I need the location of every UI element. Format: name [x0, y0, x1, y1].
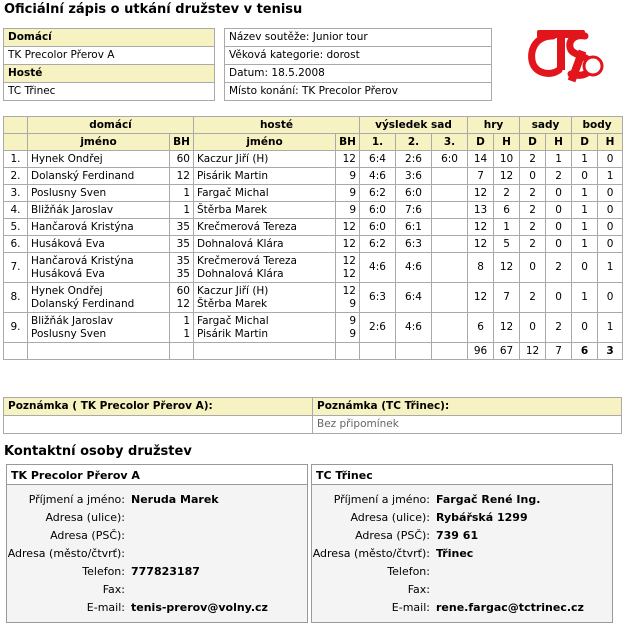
home-pair-line: Husáková Eva [31, 267, 105, 280]
games-d: 12 [468, 219, 494, 236]
points-h: 1 [598, 313, 623, 343]
games-d: 7 [468, 168, 494, 185]
subheader-games-d: D [468, 134, 494, 151]
games-d: 13 [468, 202, 494, 219]
set2-score: 6:4 [396, 283, 432, 313]
notes-table [3, 397, 622, 434]
home-pair-bh-line: 35 [176, 267, 190, 280]
guest-player-bh: 12 [336, 151, 360, 168]
home-pair [28, 313, 170, 343]
guest-pair-line: Krečmerová Tereza [197, 254, 297, 267]
header-guest: hosté [194, 117, 360, 134]
points-h: 0 [598, 219, 623, 236]
home-pair-bh-line: 1 [183, 314, 190, 327]
row-number: 8. [4, 283, 28, 313]
table-row [4, 236, 623, 253]
contact-label-city: Adresa (město/čtvrť): [7, 547, 125, 560]
home-player-bh: 1 [170, 185, 194, 202]
guest-player: Štěrba Marek [194, 202, 336, 219]
home-player: Poslusny Sven [28, 185, 170, 202]
points-d: 1 [572, 219, 598, 236]
home-pair-line: Bližňák Jaroslav [31, 314, 114, 327]
home-pair-bh [170, 253, 194, 283]
contact-label-name: Příjmení a jméno: [333, 493, 430, 506]
set3-score [432, 219, 468, 236]
home-player: Hančarová Kristýna [28, 219, 170, 236]
home-player: Husáková Eva [28, 236, 170, 253]
set3-score [432, 202, 468, 219]
guest-player-bh: 9 [336, 185, 360, 202]
points-h: 0 [598, 236, 623, 253]
total-sets-h: 7 [546, 343, 572, 360]
page-title: Oficiální zápis o utkání družstev v tenisu [4, 2, 303, 17]
guest-contact-box [311, 464, 613, 623]
home-label: Domácí [4, 29, 215, 47]
guest-player-bh: 12 [336, 219, 360, 236]
home-pair-line: Poslusny Sven [31, 327, 107, 340]
guest-player: Pisárik Martin [194, 168, 336, 185]
games-d: 6 [468, 313, 494, 343]
guest-contact-zip: 739 61 [436, 529, 479, 542]
guest-player-bh: 9 [336, 168, 360, 185]
guest-pair-bh [336, 313, 360, 343]
header-sets: sady [520, 117, 572, 134]
points-d: 0 [572, 313, 598, 343]
set2-score: 3:6 [396, 168, 432, 185]
games-d: 12 [468, 283, 494, 313]
guest-player: Dohnalová Klára [194, 236, 336, 253]
home-player-bh: 1 [170, 202, 194, 219]
points-h: 1 [598, 253, 623, 283]
row-number: 7. [4, 253, 28, 283]
subheader-guest-bh: BH [336, 134, 360, 151]
points-d: 1 [572, 236, 598, 253]
age-category: Věková kategorie: dorost [225, 47, 492, 65]
teams-box [3, 28, 215, 101]
points-d: 0 [572, 253, 598, 283]
sets-d: 2 [520, 219, 546, 236]
games-h: 12 [494, 168, 520, 185]
sets-h: 2 [546, 313, 572, 343]
total-points-d: 6 [572, 343, 598, 360]
set3-score [432, 185, 468, 202]
match-info-box [224, 28, 492, 101]
sets-d: 2 [520, 151, 546, 168]
set2-score: 6:0 [396, 185, 432, 202]
subheader-points-h: H [598, 134, 623, 151]
table-row [4, 168, 623, 185]
subheader-sets-d: D [520, 134, 546, 151]
guest-pair-bh-line: 9 [349, 297, 356, 310]
row-number: 2. [4, 168, 28, 185]
sets-h: 0 [546, 202, 572, 219]
sets-h: 0 [546, 185, 572, 202]
guest-contact-city: Třinec [436, 547, 474, 560]
guest-pair-bh-line: 9 [349, 327, 356, 340]
home-player: Hynek Ondřej [28, 151, 170, 168]
guest-player-bh: 9 [336, 202, 360, 219]
subheader-points-d: D [572, 134, 598, 151]
set1-score: 2:6 [360, 313, 396, 343]
home-player-bh: 35 [170, 236, 194, 253]
total-games-h: 67 [494, 343, 520, 360]
guest-player: Krečmerová Tereza [194, 219, 336, 236]
set2-score: 6:1 [396, 219, 432, 236]
contact-label-phone: Telefon: [387, 565, 430, 578]
total-games-d: 96 [468, 343, 494, 360]
home-pair-bh-line: 60 [176, 284, 190, 297]
home-player-bh: 35 [170, 219, 194, 236]
guest-pair-bh [336, 253, 360, 283]
home-contact-phone: 777823187 [131, 565, 200, 578]
contact-label-fax: Fax: [102, 583, 125, 596]
table-row [4, 185, 623, 202]
contacts-title: Kontaktní osoby družstev [4, 444, 192, 459]
match-date: Datum: 18.5.2008 [225, 65, 492, 83]
guest-contact-street: Rybářská 1299 [436, 511, 528, 524]
row-number: 1. [4, 151, 28, 168]
table-row [4, 219, 623, 236]
total-points-h: 3 [598, 343, 623, 360]
header-blank [4, 117, 28, 134]
sets-h: 1 [546, 151, 572, 168]
header-games: hry [468, 117, 520, 134]
home-player: Bližňák Jaroslav [28, 202, 170, 219]
contact-label-street: Adresa (ulice): [45, 511, 125, 524]
games-h: 1 [494, 219, 520, 236]
contact-label-zip: Adresa (PSČ): [50, 529, 125, 542]
games-h: 12 [494, 313, 520, 343]
set1-score: 6:2 [360, 236, 396, 253]
table-row [4, 151, 623, 168]
guest-pair-line: Fargač Michal [197, 314, 269, 327]
row-number: 3. [4, 185, 28, 202]
guest-pair [194, 253, 336, 283]
total-sets-d: 12 [520, 343, 546, 360]
home-contact-name: Neruda Marek [131, 493, 219, 506]
home-contact-team: TK Precolor Přerov A [7, 465, 307, 485]
sets-d: 0 [520, 168, 546, 185]
sets-h: 2 [546, 253, 572, 283]
home-contact-email[interactable]: tenis-prerov@volny.cz [131, 601, 268, 614]
points-h: 0 [598, 185, 623, 202]
home-pair-line: Hančarová Kristýna [31, 254, 134, 267]
contact-label-city: Adresa (město/čtvrť): [312, 547, 430, 560]
guest-pair-bh-line: 12 [342, 254, 356, 267]
totals-row [4, 343, 623, 360]
row-number: 9. [4, 313, 28, 343]
home-team-name: TK Precolor Přerov A [4, 47, 215, 65]
contact-label-name: Příjmení a jméno: [28, 493, 125, 506]
contact-label-fax: Fax: [407, 583, 430, 596]
set3-score [432, 168, 468, 185]
guest-note-text: Bez připomínek [313, 416, 622, 434]
home-player-bh: 60 [170, 151, 194, 168]
guest-player: Fargač Michal [194, 185, 336, 202]
set1-score: 4:6 [360, 253, 396, 283]
points-h: 0 [598, 202, 623, 219]
subheader-set1: 1. [360, 134, 396, 151]
sets-h: 0 [546, 283, 572, 313]
set2-score: 2:6 [396, 151, 432, 168]
subheader-sets-h: H [546, 134, 572, 151]
sets-h: 0 [546, 219, 572, 236]
games-h: 12 [494, 253, 520, 283]
set3-score: 6:0 [432, 151, 468, 168]
home-pair-line: Dolanský Ferdinand [31, 297, 135, 310]
set2-score: 6:3 [396, 236, 432, 253]
competition-name: Název soutěže: Junior tour [225, 29, 492, 47]
home-pair-line: Hynek Ondřej [31, 284, 103, 297]
guest-team-name: TC Třinec [4, 83, 215, 101]
games-d: 12 [468, 236, 494, 253]
sets-h: 2 [546, 168, 572, 185]
set1-score: 6:3 [360, 283, 396, 313]
guest-pair-bh [336, 283, 360, 313]
points-d: 1 [572, 185, 598, 202]
home-pair-bh-line: 35 [176, 254, 190, 267]
header-home: domácí [28, 117, 194, 134]
table-row-doubles [4, 253, 623, 283]
games-d: 14 [468, 151, 494, 168]
points-h: 0 [598, 283, 623, 313]
sets-d: 0 [520, 253, 546, 283]
sets-h: 0 [546, 236, 572, 253]
home-pair [28, 253, 170, 283]
points-d: 1 [572, 283, 598, 313]
points-d: 1 [572, 151, 598, 168]
sets-d: 2 [520, 283, 546, 313]
contact-label-zip: Adresa (PSČ): [355, 529, 430, 542]
home-note-text [4, 416, 313, 434]
set3-score [432, 236, 468, 253]
sets-d: 2 [520, 236, 546, 253]
contact-label-email: E-mail: [391, 601, 430, 614]
home-pair-bh-line: 12 [176, 297, 190, 310]
contact-label-street: Adresa (ulice): [350, 511, 430, 524]
sets-d: 2 [520, 185, 546, 202]
match-results-table [3, 116, 623, 360]
points-h: 1 [598, 168, 623, 185]
guest-pair-line: Dohnalová Klára [197, 267, 284, 280]
guest-pair-line: Pisárik Martin [197, 327, 269, 340]
subheader-set3: 3. [432, 134, 468, 151]
set1-score: 4:6 [360, 168, 396, 185]
games-h: 2 [494, 185, 520, 202]
row-number: 5. [4, 219, 28, 236]
games-h: 7 [494, 283, 520, 313]
guest-pair-bh-line: 12 [342, 267, 356, 280]
guest-pair-line: Štěrba Marek [197, 297, 268, 310]
guest-label: Hosté [4, 65, 215, 83]
home-player-bh: 12 [170, 168, 194, 185]
tk-precolor-logo-icon [523, 26, 609, 84]
home-pair-bh-line: 1 [183, 327, 190, 340]
row-number: 6. [4, 236, 28, 253]
games-h: 10 [494, 151, 520, 168]
row-number: 4. [4, 202, 28, 219]
contact-label-email: E-mail: [86, 601, 125, 614]
home-pair [28, 283, 170, 313]
header-result: výsledek sad [360, 117, 468, 134]
guest-pair [194, 283, 336, 313]
guest-contact-team: TC Třinec [312, 465, 612, 485]
home-contact-box [6, 464, 308, 623]
guest-note-label: Poznámka (TC Třinec): [313, 398, 622, 416]
games-d: 12 [468, 185, 494, 202]
points-d: 0 [572, 168, 598, 185]
guest-pair-bh-line: 12 [342, 284, 356, 297]
subheader-games-h: H [494, 134, 520, 151]
games-d: 8 [468, 253, 494, 283]
guest-contact-name: Fargač René Ing. [436, 493, 541, 506]
set3-score [432, 283, 468, 313]
subheader-home-name: jméno [28, 134, 170, 151]
table-row-doubles [4, 313, 623, 343]
subheader-set2: 2. [396, 134, 432, 151]
guest-player-bh: 12 [336, 236, 360, 253]
games-h: 5 [494, 236, 520, 253]
guest-pair-line: Kaczur Jiří (H) [197, 284, 269, 297]
points-d: 1 [572, 202, 598, 219]
sets-d: 0 [520, 313, 546, 343]
header-points: body [572, 117, 623, 134]
set2-score: 7:6 [396, 202, 432, 219]
guest-player: Kaczur Jiří (H) [194, 151, 336, 168]
guest-pair [194, 313, 336, 343]
contact-label-phone: Telefon: [82, 565, 125, 578]
set1-score: 6:2 [360, 185, 396, 202]
subheader-home-bh: BH [170, 134, 194, 151]
home-pair-bh [170, 283, 194, 313]
points-h: 0 [598, 151, 623, 168]
guest-contact-email[interactable]: rene.fargac@tctrinec.cz [436, 601, 584, 614]
home-pair-bh [170, 313, 194, 343]
set2-score: 4:6 [396, 253, 432, 283]
subheader-blank [4, 134, 28, 151]
table-row-doubles [4, 283, 623, 313]
home-note-label: Poznámka ( TK Precolor Přerov A): [4, 398, 313, 416]
set2-score: 4:6 [396, 313, 432, 343]
games-h: 6 [494, 202, 520, 219]
set1-score: 6:0 [360, 219, 396, 236]
subheader-guest-name: jméno [194, 134, 336, 151]
home-player: Dolanský Ferdinand [28, 168, 170, 185]
set3-score [432, 313, 468, 343]
match-venue: Místo konání: TK Precolor Přerov [225, 83, 492, 101]
set1-score: 6:4 [360, 151, 396, 168]
set1-score: 6:0 [360, 202, 396, 219]
sets-d: 2 [520, 202, 546, 219]
table-row [4, 202, 623, 219]
guest-pair-bh-line: 9 [349, 314, 356, 327]
set3-score [432, 253, 468, 283]
